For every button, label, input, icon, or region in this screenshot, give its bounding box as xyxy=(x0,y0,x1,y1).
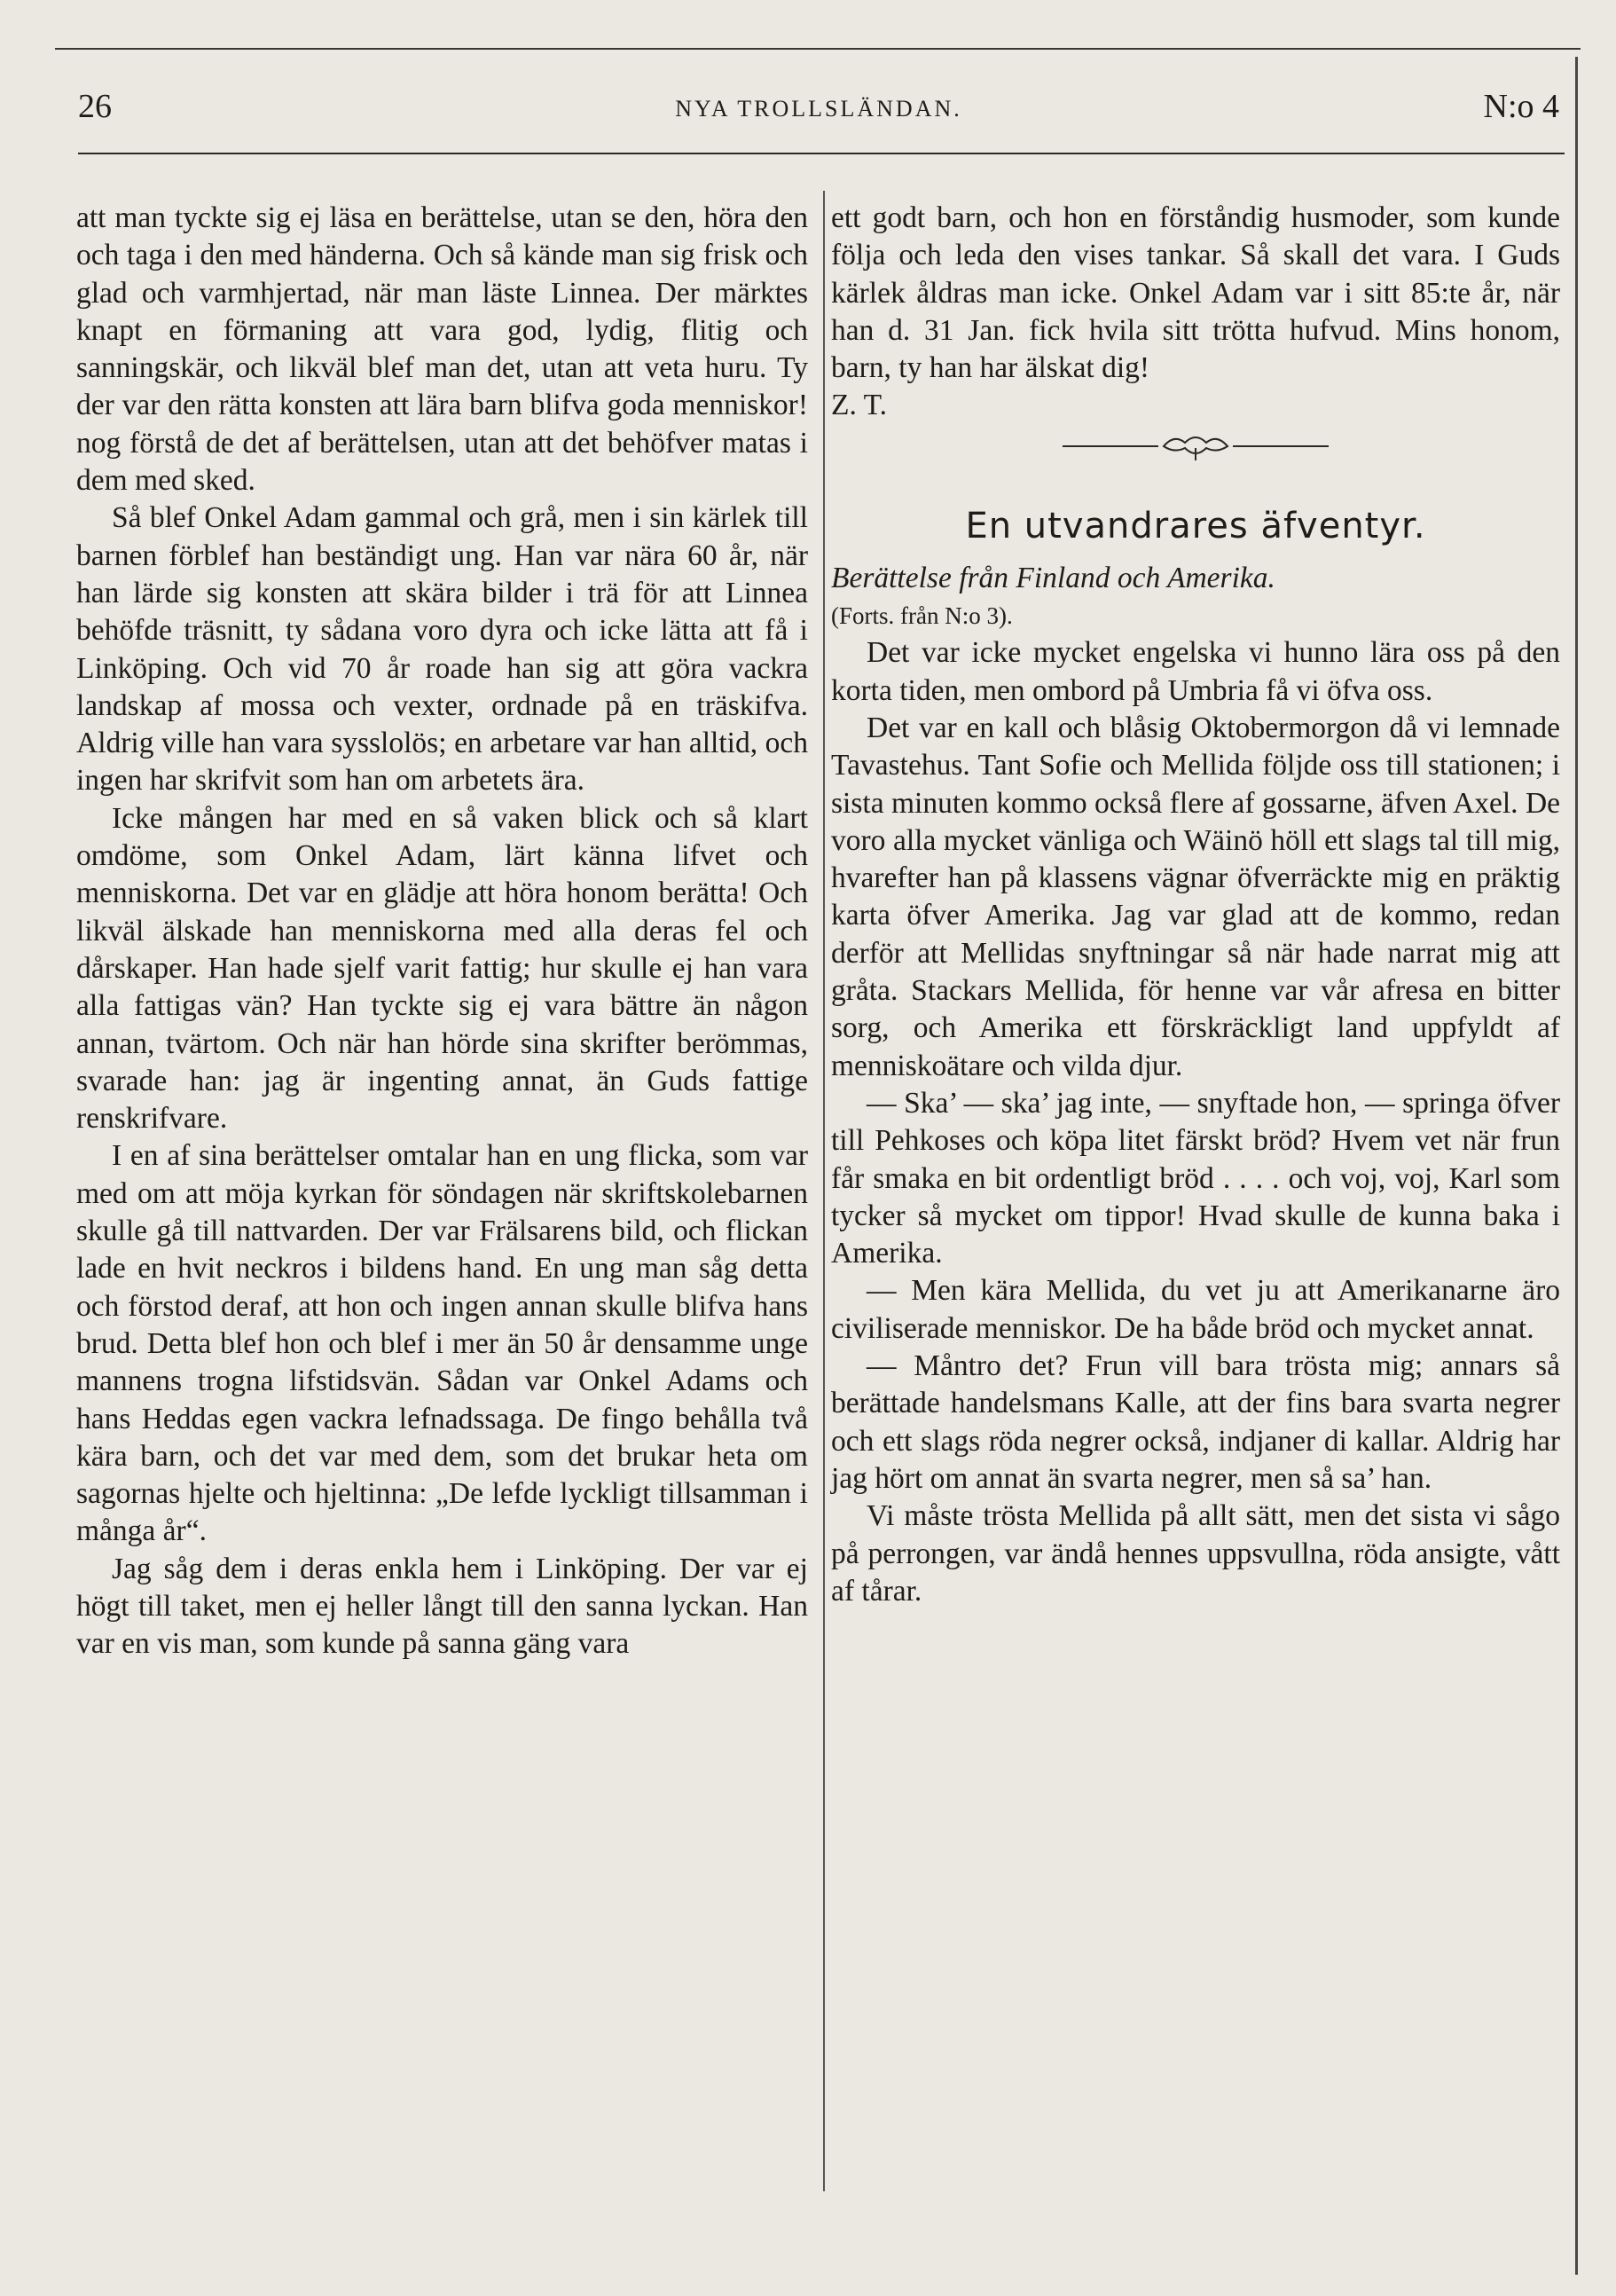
signature: Z. T. xyxy=(831,389,887,422)
header-rule xyxy=(78,153,1565,154)
issue-number: N:o 4 xyxy=(1483,88,1559,125)
page-number: 26 xyxy=(78,88,112,125)
journal-title: NYA TROLLSLÄNDAN. xyxy=(675,96,962,122)
story-paragraph: — Ska’ — ska’ jag inte, — snyftade hon, — springa öfver till Pehkoses och köpa litet färskt bröd? Hvem vet när frun får smaka en bit ordentligt bröd . . . . och voj, voj, Karl som tycker så mycket om tippor! Hvad skulle de kunna baka i Amerika. xyxy=(831,1086,1560,1270)
story-paragraph: — Men kära Mellida, du vet ju att Amerikanarne äro civiliserade menniskor. De ha både bröd och mycket annat. xyxy=(831,1274,1560,1345)
column-divider xyxy=(823,191,825,2191)
right-border xyxy=(1575,57,1578,2275)
right-column xyxy=(831,200,1560,1610)
story-paragraph: — Måntro det? Frun vill bara trösta mig; annars så berättade handelsmans Kalle, att der fins bara svarta negrer och ett slags röda negrer också, indjaner di kallar. Aldrig har jag hört om annat än svarta negrer, men så sa’ han. xyxy=(831,1349,1560,1495)
story-paragraph: Det var icke mycket engelska vi hunno lära oss på den korta tiden, men ombord på Umbria få vi öfva oss. xyxy=(831,636,1560,707)
story-paragraph: Vi måste trösta Mellida på allt sätt, men det sista vi sågo på perrongen, var ändå hennes uppsvullna, röda ansigte, vått af tårar. xyxy=(831,1499,1560,1608)
paragraph: Icke mången har med en så vaken blick och så klart omdöme, som Onkel Adam, lärt känna lifvet och menniskorna. Det var en glädje att höra honom berätta! Och likväl älskade han menniskorna med alla deras fel och dårskaper. Han hade sjelf varit fattig; hur skulle ej han vara alla fattigas vän? Han tyckte sig ej vara bättre än någon annan, tvärtom. Och när han hörde sina skrifter berömmas, svarade han: jag är ingenting annat, än Guds fattige renskrifvare. xyxy=(76,801,808,1136)
paragraph: Så blef Onkel Adam gammal och grå, men i sin kärlek till barnen förblef han beständigt ung. Han var nära 60 år, när han lärde sig konsten att skära bilder i trä för att Linnea behöfde träsnitt, ty sådana voro dyra och icke lätta att få i Linköping. Och vid 70 år roade han sig att göra vackra landskap af mossa och vexter, ordnade på en träskifva. Aldrig ville han vara sysslolös; en arbetare var han alltid, och ingen har skrifvit som han om arbetets ära. xyxy=(76,501,808,798)
story-title: En utvandrares äfventyr. xyxy=(965,505,1426,546)
page-header xyxy=(78,82,1559,135)
ornament-icon xyxy=(1054,429,1338,464)
left-column xyxy=(76,200,808,1663)
intro-paragraph: ett godt barn, och hon en förståndig husmoder, som kunde följa och leda den vises tankar. Så skall det vara. I Guds kärlek åldras man icke. Onkel Adam var i sitt 85:te år, när han d. 31 Jan. fick hvila sitt trötta hufvud. Mins honom, barn, ty han har älskat dig! xyxy=(831,201,1560,385)
top-border xyxy=(55,48,1581,50)
ornament-divider xyxy=(831,429,1560,464)
paragraph: I en af sina berättelser omtalar han en ung flicka, som var med om att möja kyrkan för söndagen när skriftskolebarnen skulle gå till nattvarden. Der var Frälsarens bild, och flickan lade en hvit neckros i bildens hand. En ung man såg detta och förstod deraf, att hon och ingen annan skulle blifva hans brud. Detta blef hon och blef i mer än 50 år densamme unge mannens trogna lifstidsvän. Sådan var Onkel Adams och hans Heddas egen vackra lefnadssaga. De fingo behålla två kära barn, och det var med dem, som det brukar heta om sagornas hjelte och hjeltinna: „De lefde lyckligt tillsamman i många år“. xyxy=(76,1139,808,1548)
paragraph: att man tyckte sig ej läsa en berättelse, utan se den, höra den och taga i den med händerna. Och så kände man sig frisk och glad och varmhjertad, när man läste Linnea. Der märktes knapt en förmaning att vara god, lydig, flitig och sanningskär, och likväl blef man det, utan att veta huru. Ty der var den rätta konsten att lära barn blifva goda menniskor! nog förstå de det af berättelsen, utan att det behöfver matas i dem med sked. xyxy=(76,201,808,498)
continuation-note: (Forts. från N:o 3). xyxy=(831,602,1013,630)
story-paragraph: Det var en kall och blåsig Oktobermorgon då vi lemnade Tavastehus. Tant Sofie och Mellida följde oss till stationen; i sista minuten kommo också flere af gossarne, äfven Axel. De voro alla mycket vänliga och Wäinö höll ett slags tal till mig, hvarefter han på klassens vägnar öfverräckte mig en präktig karta öfver Amerika. Jag var glad att de kommo, redan derför att Mellidas snyftningar så när hade narrat mig att gråta. Stackars Mellida, för henne var vår afresa en bitter sorg, och Amerika ett förskräckligt land uppfyldt af menniskoätare och vilda djur. xyxy=(831,711,1560,1082)
paragraph: Jag såg dem i deras enkla hem i Linköping. Der var ej högt till taket, men ej heller långt till den sanna lyckan. Han var en vis man, som kunde på sanna gäng vara xyxy=(76,1552,808,1661)
story-subtitle: Berättelse från Finland och Amerika. xyxy=(831,561,1275,594)
